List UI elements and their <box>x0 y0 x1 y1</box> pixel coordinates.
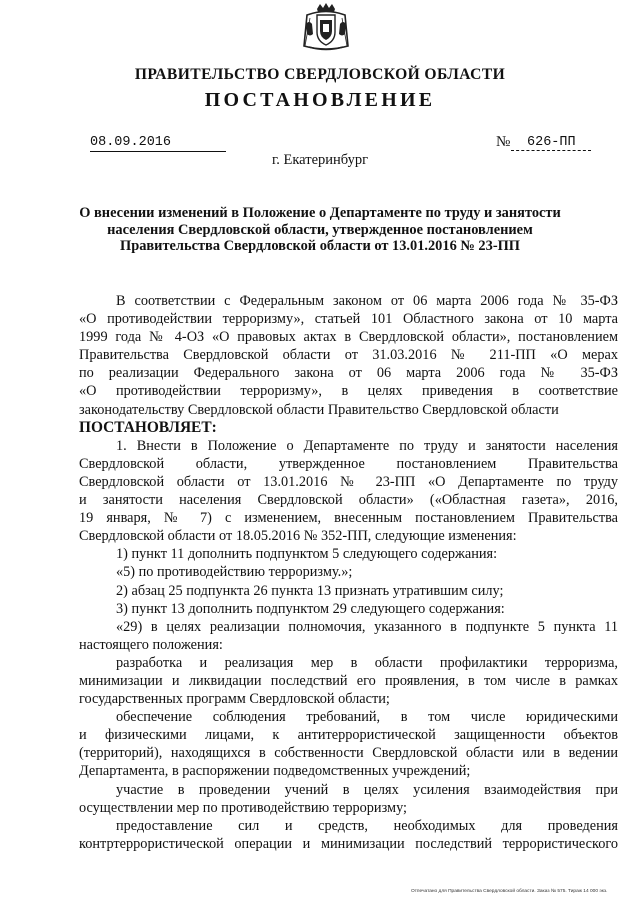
body-line: 2) абзац 25 подпункта 26 пункта 13 признать утратившим силу; <box>116 582 504 599</box>
body-line: осуществлении мер по противодействию терроризму; <box>79 799 408 816</box>
body-line: «5) по противодействию терроризму.»; <box>116 564 353 581</box>
body-line: «О противодействии терроризму», статьей 101 Областного закона от 10 марта <box>79 311 618 328</box>
document-title <box>0 205 640 255</box>
body-line: 1999 года № 4-ОЗ «О правовых актах в Свердловской области», постановлением <box>79 329 618 346</box>
body-line: разработка и реализация мер в области профилактики терроризма, <box>116 654 618 671</box>
title-line: населения Свердловской области, утвержденное постановлением <box>107 221 533 238</box>
number-sign: № <box>496 134 511 150</box>
resolves-heading: ПОСТАНОВЛЯЕТ: <box>79 418 217 436</box>
body-line: государственных программ Свердловской области; <box>79 691 390 708</box>
body-line: минимизации и ликвидации последствий его проявления, в том числе в рамках <box>79 672 618 689</box>
body-line: Правительства Свердловской области от 31.03.2016 № 211-ПП «О мерах <box>79 347 618 364</box>
body-line: Свердловской области, утвержденное постановлением Правительства <box>79 455 618 472</box>
body-line: обеспечение соблюдения требований, в том числе юридическими <box>116 709 618 726</box>
body-line: 3) пункт 13 дополнить подпунктом 29 следующего содержания: <box>116 600 505 617</box>
body-line: и физическими лицами, к антитеррористической защищенности объектов <box>79 727 618 744</box>
title-line: О внесении изменений в Положение о Департаменте по труду и занятости <box>79 205 561 221</box>
body-line: «29) в целях реализации полномочия, указанного в подпункте 5 пункта 11 <box>116 618 618 635</box>
body-line: контртеррористической операции и минимизации последствий террористического <box>79 835 618 852</box>
city: г. Екатеринбург <box>271 152 369 168</box>
body-line: «О противодействии терроризму», в целях приведения в соответствие <box>79 383 618 400</box>
body-line: и занятости населения Свердловской области» («Областная газета», 2016, <box>79 492 618 509</box>
title-line: Правительства Свердловской области от 13.01.2016 № 23-ПП <box>120 238 520 255</box>
document-date: 08.09.2016 <box>90 134 226 152</box>
print-footnote: Отпечатано для Правительства Свердловской области. Заказ № 575. Тираж 14 000 экз. <box>411 889 608 894</box>
body-line: Свердловской области от 13.01.2016 № 23-ПП «О Департаменте по труду <box>79 473 618 490</box>
government-name: ПРАВИТЕЛЬСТВО СВЕРДЛОВСКОЙ ОБЛАСТИ <box>134 66 506 83</box>
body-line: Свердловской области от 18.05.2016 № 352-ПП, следующие изменения: <box>79 528 517 545</box>
body-line: предоставление сил и средств, необходимых для проведения <box>116 817 618 834</box>
body-line: 1. Внести в Положение о Департаменте по труду и занятости населения <box>116 437 618 454</box>
body-line: законодательству Свердловской области Правительство Свердловской области <box>79 401 559 418</box>
body-line: 19 января, № 7) с изменением, внесенным постановлением Правительства <box>79 510 618 527</box>
body-line: настоящего положения: <box>79 636 223 653</box>
body-line: Департамента, в распоряжении подведомственных учреждений; <box>79 763 471 780</box>
body-line: участие в проведении учений в целях усиления взаимодействия при <box>116 781 618 798</box>
document-body <box>79 292 618 853</box>
body-line: по реализации Федерального закона от 06 марта 2006 года № 35-ФЗ <box>79 365 618 382</box>
body-line: 1) пункт 11 дополнить подпунктом 5 следующего содержания: <box>116 546 498 563</box>
document-type: ПОСТАНОВЛЕНИЕ <box>204 89 436 111</box>
body-line: (территорий), находящихся в собственности Свердловской области или в ведении <box>79 745 618 762</box>
document-number: 626-ПП <box>511 134 591 151</box>
body-line: В соответствии с Федеральным законом от 06 марта 2006 года № 35-ФЗ <box>116 293 618 309</box>
coat-of-arms-icon <box>301 2 351 54</box>
